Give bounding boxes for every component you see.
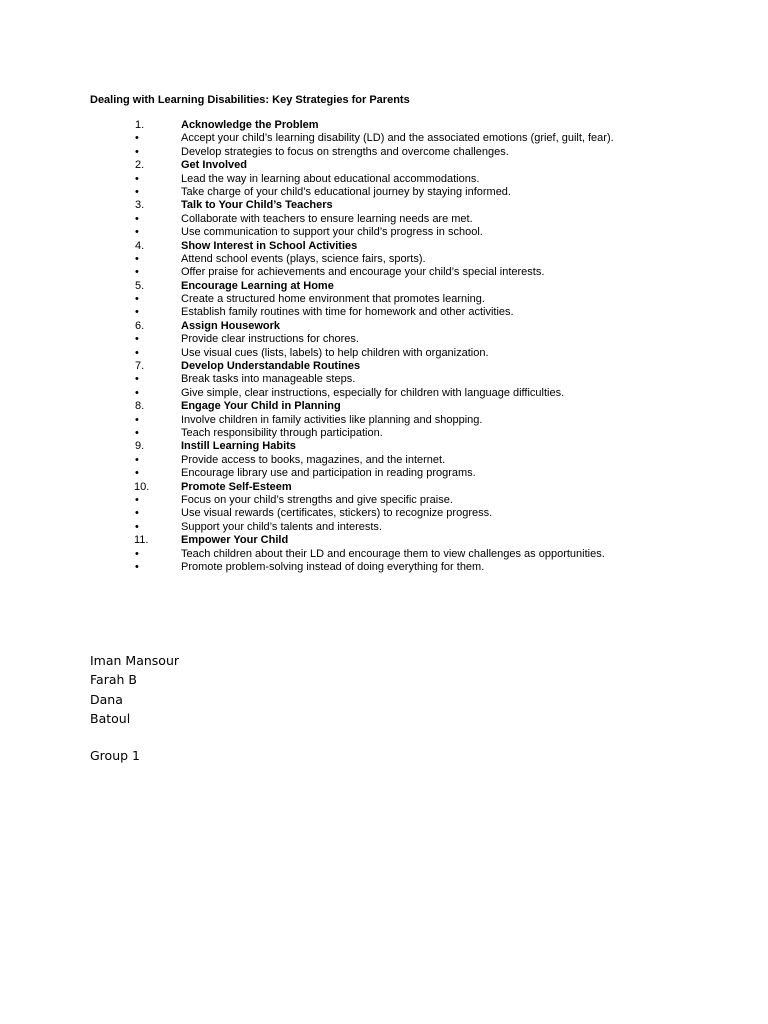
bullet-text: Provide clear instructions for chores. (181, 333, 359, 346)
list-item (0, 427, 768, 440)
list-number: 9. (135, 440, 145, 453)
strategy-heading: Empower Your Child (181, 534, 289, 547)
list-number: 8. (135, 400, 145, 413)
list-item (0, 266, 768, 279)
bullet-text: Focus on your child’s strengths and give specific praise. (181, 493, 453, 506)
author-list (90, 651, 179, 728)
list-item (0, 387, 768, 400)
bullet-icon: • (135, 373, 139, 386)
bullet-icon: • (135, 547, 139, 560)
bullet-text: Promote problem-solving instead of doing everything for them. (181, 560, 485, 573)
bullet-icon: • (135, 226, 139, 239)
bullet-icon: • (135, 346, 139, 359)
bullet-text: Provide access to books, magazines, and the internet. (181, 453, 446, 466)
strategy-heading-row (0, 199, 768, 212)
strategy-heading-row (0, 240, 768, 253)
list-item (0, 253, 768, 266)
bullet-text: Support your child’s talents and interests. (181, 520, 382, 533)
strategy-heading: Show Interest in School Activities (181, 239, 358, 252)
strategy-heading: Acknowledge the Problem (181, 119, 319, 131)
list-item (0, 293, 768, 306)
list-item (0, 521, 768, 534)
bullet-text: Lead the way in learning about educational accommodations. (181, 172, 480, 185)
list-item (0, 306, 768, 319)
bullet-icon: • (135, 507, 139, 520)
bullet-icon: • (135, 212, 139, 225)
bullet-text: Use visual cues (lists, labels) to help children with organization. (181, 346, 489, 359)
list-item (0, 561, 768, 574)
bullet-icon: • (135, 453, 139, 466)
group-label: Group 1 (90, 748, 140, 763)
list-number: 1. (135, 119, 145, 131)
list-item (0, 186, 768, 199)
bullet-text: Create a structured home environment that promotes learning. (181, 293, 485, 306)
bullet-text: Collaborate with teachers to ensure learning needs are met. (181, 212, 473, 225)
strategy-heading: Develop Understandable Routines (181, 360, 361, 373)
strategy-heading: Promote Self-Esteem (181, 480, 292, 493)
strategy-heading-row (0, 159, 768, 172)
bullet-icon: • (135, 145, 139, 158)
bullet-icon: • (135, 172, 139, 185)
bullet-text: Teach children about their LD and encourage them to view challenges as opportunities. (181, 547, 605, 560)
list-item (0, 347, 768, 360)
strategy-heading-row (0, 481, 768, 494)
bullet-icon: • (135, 252, 139, 265)
strategy-heading-row (0, 360, 768, 373)
list-number: 4. (135, 239, 145, 252)
list-number: 11. (134, 534, 149, 547)
list-item (0, 414, 768, 427)
author-name: Dana (90, 691, 123, 707)
bullet-icon: • (135, 132, 139, 145)
bullet-text: Take charge of your child’s educational journey by staying informed. (181, 185, 511, 198)
strategy-heading-row (0, 400, 768, 413)
bullet-icon: • (135, 185, 139, 198)
bullet-icon: • (135, 386, 139, 399)
list-item (0, 494, 768, 507)
list-item (0, 467, 768, 480)
author-name: Batoul (90, 710, 131, 726)
strategy-heading-row (0, 440, 768, 453)
bullet-text: Teach responsibility through participation. (181, 426, 383, 439)
strategy-heading: Instill Learning Habits (181, 440, 296, 453)
bullet-text: Involve children in family activities like planning and shopping. (181, 413, 483, 426)
bullet-text: Give simple, clear instructions, especially for children with language difficulties. (181, 386, 565, 399)
list-item (0, 226, 768, 239)
document-title: Dealing with Learning Disabilities: Key Strategies for Parents (90, 94, 410, 106)
list-item (0, 548, 768, 561)
list-item (0, 333, 768, 346)
strategy-heading: Get Involved (181, 159, 248, 172)
strategy-heading-row (0, 534, 768, 547)
strategy-heading: Engage Your Child in Planning (181, 400, 341, 413)
bullet-text: Use communication to support your child’s progress in school. (181, 226, 483, 239)
strategy-list (0, 119, 768, 574)
bullet-icon: • (135, 266, 139, 279)
bullet-icon: • (135, 413, 139, 426)
bullet-icon: • (135, 560, 139, 573)
list-item (0, 507, 768, 520)
strategy-heading-row (0, 280, 768, 293)
list-number: 6. (135, 319, 145, 332)
list-number: 2. (135, 159, 145, 172)
bullet-icon: • (135, 520, 139, 533)
bullet-text: Use visual rewards (certificates, stickers) to recognize progress. (181, 507, 493, 520)
list-item (0, 213, 768, 226)
strategy-heading: Assign Housework (181, 319, 281, 332)
bullet-icon: • (135, 306, 139, 319)
bullet-icon: • (135, 467, 139, 480)
strategy-heading-row (0, 119, 768, 132)
list-number: 7. (135, 360, 145, 373)
strategy-heading: Talk to Your Child’s Teachers (181, 199, 333, 212)
bullet-text: Establish family routines with time for homework and other activities. (181, 306, 514, 319)
author-name: Farah B (90, 672, 137, 688)
list-item (0, 173, 768, 186)
list-item (0, 132, 768, 145)
list-number: 3. (135, 199, 145, 212)
strategy-heading: Encourage Learning at Home (181, 279, 334, 292)
bullet-icon: • (135, 426, 139, 439)
bullet-text: Attend school events (plays, science fairs, sports). (181, 252, 426, 265)
list-item (0, 373, 768, 386)
bullet-text: Break tasks into manageable steps. (181, 373, 356, 386)
bullet-text: Offer praise for achievements and encourage your child’s special interests. (181, 266, 545, 279)
bullet-text: Develop strategies to focus on strengths and overcome challenges. (181, 145, 509, 158)
bullet-text: Accept your child’s learning disability (LD) and the associated emotions (grief, guilt, fear). (181, 132, 614, 145)
list-number: 10. (134, 480, 150, 493)
list-item (0, 146, 768, 159)
bullet-icon: • (135, 293, 139, 306)
author-name: Iman Mansour (90, 653, 180, 668)
strategy-heading-row (0, 320, 768, 333)
bullet-icon: • (135, 333, 139, 346)
bullet-text: Encourage library use and participation in reading programs. (181, 467, 476, 480)
list-item (0, 454, 768, 467)
bullet-icon: • (135, 493, 139, 506)
list-number: 5. (135, 279, 145, 292)
